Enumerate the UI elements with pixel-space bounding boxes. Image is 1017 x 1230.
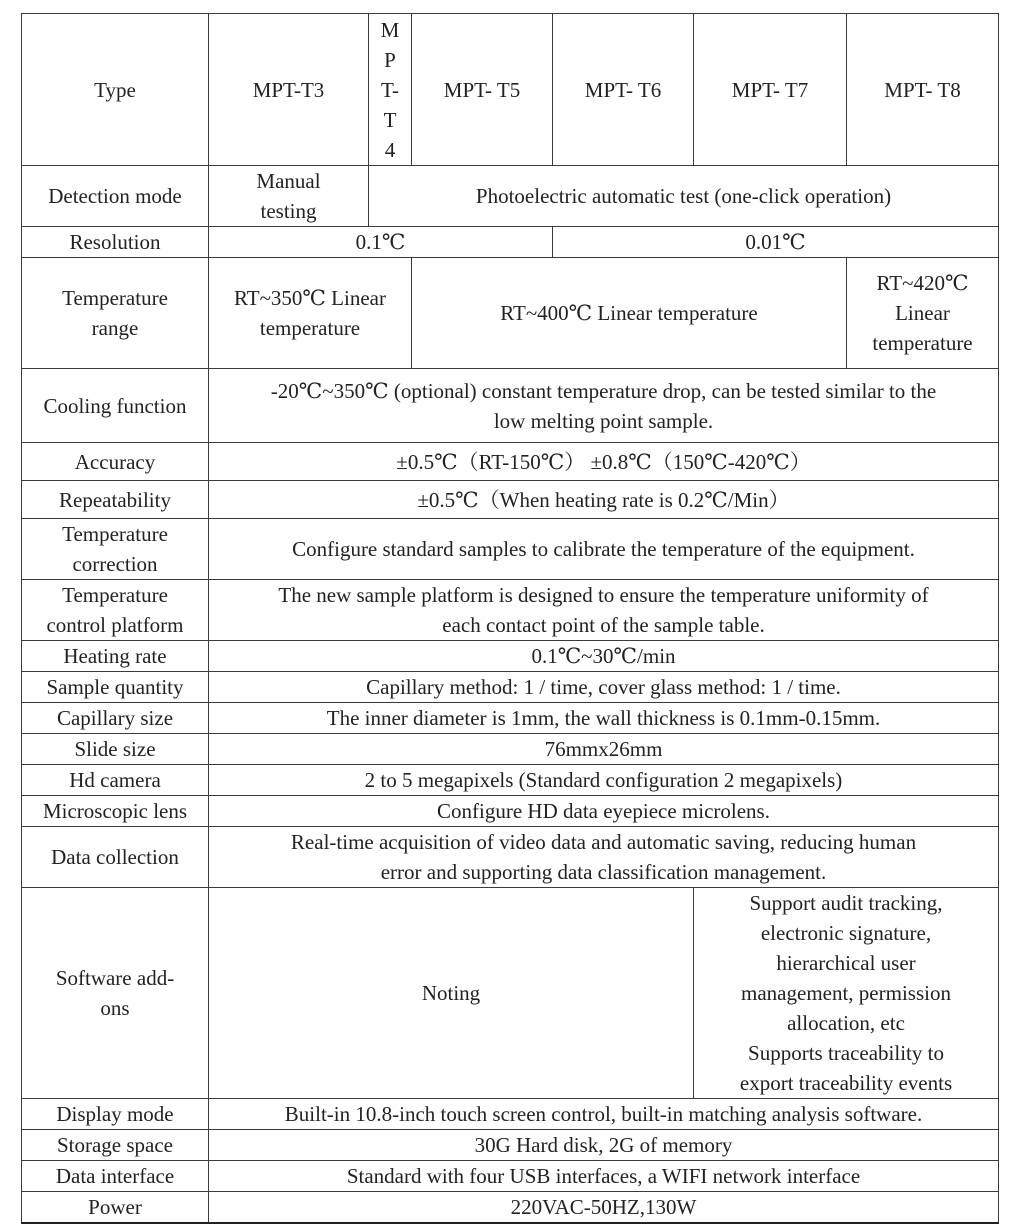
- software-addon-line: management, permission: [741, 981, 951, 1005]
- display-mode-value: Built-in 10.8-inch touch screen control, built-in matching analysis software.: [209, 1099, 999, 1130]
- row-data-collection: [22, 827, 999, 888]
- heating-rate-value: 0.1℃~30℃/min: [209, 641, 999, 672]
- power-value: 220VAC-50HZ,130W: [209, 1192, 999, 1224]
- data-collection-line-1: Real-time acquisition of video data and automatic saving, reducing human: [290, 830, 917, 854]
- row-type: [22, 14, 999, 166]
- temperature-correction-label: [22, 519, 209, 580]
- range-350: [209, 258, 412, 369]
- type-mpt-t4-char: 4: [384, 137, 396, 162]
- accuracy-value: ±0.5℃（RT-150℃） ±0.8℃（150℃-420℃）: [209, 443, 999, 481]
- row-accuracy: [22, 443, 999, 481]
- detection-mode-auto: Photoelectric automatic test (one-click operation): [369, 166, 999, 227]
- repeatability-label: Repeatability: [22, 481, 209, 519]
- software-addon-line: electronic signature,: [760, 921, 932, 945]
- type-mpt-t4-char: M: [380, 17, 400, 42]
- software-addons-label-line-1: Software add-: [55, 966, 175, 990]
- software-addons-none: Noting: [209, 888, 694, 1099]
- manual-line-1: Manual: [256, 169, 321, 193]
- software-addon-line: Supports traceability to: [748, 1041, 944, 1065]
- heating-rate-label: Heating rate: [22, 641, 209, 672]
- row-microscopic-lens: [22, 796, 999, 827]
- data-interface-value: Standard with four USB interfaces, a WIFI network interface: [209, 1161, 999, 1192]
- type-mpt-t3: MPT-T3: [209, 14, 369, 166]
- row-resolution: [22, 227, 999, 258]
- row-power: [22, 1192, 999, 1224]
- type-mpt-t7: MPT- T7: [694, 14, 847, 166]
- detection-mode-manual: [209, 166, 369, 227]
- range-400: RT~400℃ Linear temperature: [412, 258, 847, 369]
- software-addon-line: Support audit tracking,: [749, 891, 943, 915]
- range-420-line-1: RT~420℃: [876, 271, 969, 295]
- slide-size-label: Slide size: [22, 734, 209, 765]
- sample-quantity-value: Capillary method: 1 / time, cover glass method: 1 / time.: [209, 672, 999, 703]
- row-temperature-correction: [22, 519, 999, 580]
- slide-size-value: 76mmx26mm: [209, 734, 999, 765]
- row-control-platform: [22, 580, 999, 641]
- row-slide-size: [22, 734, 999, 765]
- row-software-addons: [22, 888, 999, 1099]
- range-420: [847, 258, 999, 369]
- hd-camera-label: Hd camera: [22, 765, 209, 796]
- sample-quantity-label: Sample quantity: [22, 672, 209, 703]
- row-data-interface: [22, 1161, 999, 1192]
- storage-space-label: Storage space: [22, 1130, 209, 1161]
- resolution-label: Resolution: [22, 227, 209, 258]
- row-storage-space: [22, 1130, 999, 1161]
- row-detection-mode: [22, 166, 999, 227]
- control-platform-label-line-2: control platform: [46, 613, 184, 637]
- row-heating-rate: [22, 641, 999, 672]
- capillary-size-label: Capillary size: [22, 703, 209, 734]
- range-350-line-1: RT~350℃ Linear: [234, 286, 386, 310]
- cooling-line-1: -20℃~350℃ (optional) constant temperature drop, can be tested similar to the: [270, 378, 937, 403]
- type-mpt-t4-char: T-: [381, 77, 399, 102]
- type-mpt-t4-char: P: [384, 47, 396, 72]
- software-addons-features: [694, 888, 999, 1099]
- capillary-size-value: The inner diameter is 1mm, the wall thickness is 0.1mm-0.15mm.: [209, 703, 999, 734]
- control-platform-line-2: each contact point of the sample table.: [442, 613, 765, 637]
- resolution-low: 0.1℃: [209, 227, 553, 258]
- cooling-function-label: Cooling function: [22, 369, 209, 443]
- spec-table: [21, 13, 999, 1224]
- cooling-function-value: [209, 369, 999, 443]
- software-addons-label-line-2: ons: [100, 996, 130, 1020]
- data-collection-line-2: error and supporting data classification management.: [380, 860, 827, 884]
- software-addon-line: hierarchical user: [776, 951, 916, 975]
- storage-space-value: 30G Hard disk, 2G of memory: [209, 1130, 999, 1161]
- accuracy-label: Accuracy: [22, 443, 209, 481]
- type-mpt-t4: [369, 14, 412, 166]
- control-platform-line-1: The new sample platform is designed to ensure the temperature uniformity of: [278, 583, 929, 607]
- row-display-mode: [22, 1099, 999, 1130]
- data-collection-label: Data collection: [22, 827, 209, 888]
- range-420-line-2: Linear: [895, 301, 950, 325]
- hd-camera-value: 2 to 5 megapixels (Standard configuration 2 megapixels): [209, 765, 999, 796]
- power-label: Power: [22, 1192, 209, 1224]
- control-platform-label: [22, 580, 209, 641]
- data-interface-label: Data interface: [22, 1161, 209, 1192]
- resolution-high: 0.01℃: [553, 227, 999, 258]
- temperature-range-label-line-1: Temperature: [62, 286, 168, 310]
- detection-mode-label: Detection mode: [22, 166, 209, 227]
- type-mpt-t8: MPT- T8: [847, 14, 999, 166]
- range-420-line-3: temperature: [872, 331, 973, 355]
- temperature-correction-value: Configure standard samples to calibrate the temperature of the equipment.: [209, 519, 999, 580]
- row-capillary-size: [22, 703, 999, 734]
- temperature-correction-label-line-1: Temperature: [62, 522, 168, 546]
- type-mpt-t6: MPT- T6: [553, 14, 694, 166]
- display-mode-label: Display mode: [22, 1099, 209, 1130]
- type-mpt-t4-char: T: [383, 107, 397, 132]
- row-sample-quantity: [22, 672, 999, 703]
- row-temperature-range: [22, 258, 999, 369]
- spec-table-container: [21, 13, 998, 1224]
- microscopic-lens-value: Configure HD data eyepiece microlens.: [209, 796, 999, 827]
- cooling-line-2: low melting point sample.: [493, 408, 714, 433]
- software-addon-line: allocation, etc: [787, 1011, 905, 1035]
- type-label: Type: [22, 14, 209, 166]
- control-platform-value: [209, 580, 999, 641]
- range-350-line-2: temperature: [259, 316, 361, 340]
- software-addons-label: [22, 888, 209, 1099]
- row-hd-camera: [22, 765, 999, 796]
- type-mpt-t5: MPT- T5: [412, 14, 553, 166]
- row-repeatability: [22, 481, 999, 519]
- temperature-correction-label-line-2: correction: [72, 552, 158, 576]
- data-collection-value: [209, 827, 999, 888]
- temperature-range-label: [22, 258, 209, 369]
- repeatability-value: ±0.5℃（When heating rate is 0.2℃/Min）: [209, 481, 999, 519]
- control-platform-label-line-1: Temperature: [62, 583, 168, 607]
- software-addon-line: export traceability events: [739, 1071, 953, 1095]
- microscopic-lens-label: Microscopic lens: [22, 796, 209, 827]
- manual-line-2: testing: [260, 199, 317, 223]
- row-cooling-function: [22, 369, 999, 443]
- temperature-range-label-line-2: range: [91, 316, 139, 340]
